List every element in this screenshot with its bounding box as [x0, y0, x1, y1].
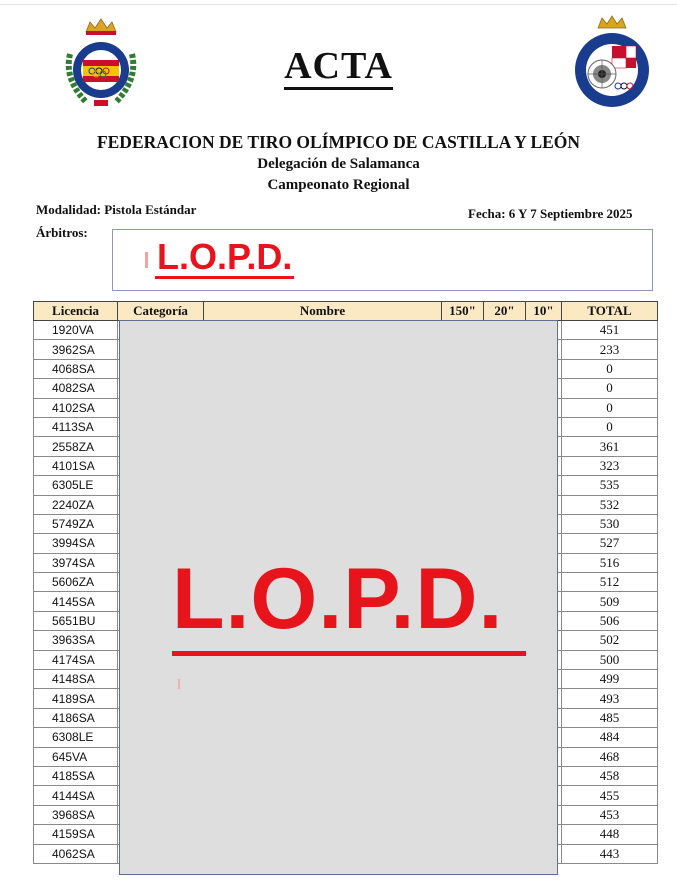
lopd-underline — [172, 651, 526, 656]
total-cell: 509 — [562, 592, 658, 611]
fecha-label: Fecha: 6 Y 7 Septiembre 2025 — [468, 206, 633, 221]
total-cell: 506 — [562, 611, 658, 630]
total-cell: 453 — [562, 805, 658, 824]
header-categoria: Categoría — [118, 302, 204, 321]
total-cell: 493 — [562, 689, 658, 708]
header-150: 150" — [442, 302, 484, 321]
total-cell: 485 — [562, 708, 658, 727]
licencia-cell: 3968SA — [34, 805, 118, 824]
total-cell: 530 — [562, 514, 658, 533]
red-mark — [178, 679, 180, 689]
header-licencia: Licencia — [34, 302, 118, 321]
total-cell: 468 — [562, 747, 658, 766]
total-cell: 443 — [562, 844, 658, 863]
licencia-cell: 2558ZA — [34, 437, 118, 456]
total-cell: 0 — [562, 398, 658, 417]
total-cell: 500 — [562, 650, 658, 669]
licencia-cell: 4113SA — [34, 417, 118, 436]
modalidad-label: Modalidad: Pistola Estándar — [36, 202, 197, 217]
document-title: ACTA — [0, 44, 677, 88]
total-cell: 233 — [562, 340, 658, 359]
header-nombre: Nombre — [204, 302, 442, 321]
licencia-cell: 645VA — [34, 747, 118, 766]
licencia-cell: 4189SA — [34, 689, 118, 708]
total-cell: 516 — [562, 553, 658, 572]
federation-name: FEDERACION DE TIRO OLÍMPICO DE CASTILLA Y LEÓN — [96, 132, 581, 152]
total-cell: 0 — [562, 359, 658, 378]
licencia-cell: 6308LE — [34, 728, 118, 747]
licencia-cell: 4186SA — [34, 708, 118, 727]
licencia-cell: 3962SA — [34, 340, 118, 359]
delegation-name: Delegación de Salamanca — [257, 156, 420, 172]
lopd-large-label: L.O.P.D. — [172, 551, 504, 647]
header-20: 20" — [484, 302, 526, 321]
total-cell: 458 — [562, 766, 658, 785]
arbitros-label: Árbitros: — [36, 225, 88, 240]
header-10: 10" — [526, 302, 562, 321]
top-border — [0, 4, 677, 5]
licencia-cell: 4148SA — [34, 670, 118, 689]
licencia-cell: 6305LE — [34, 476, 118, 495]
licencia-cell: 3963SA — [34, 631, 118, 650]
total-cell: 532 — [562, 495, 658, 514]
licencia-cell: 4144SA — [34, 786, 118, 805]
licencia-cell: 4185SA — [34, 766, 118, 785]
licencia-cell: 5651BU — [34, 611, 118, 630]
licencia-cell: 4102SA — [34, 398, 118, 417]
total-cell: 512 — [562, 573, 658, 592]
licencia-cell: 5606ZA — [34, 573, 118, 592]
total-cell: 499 — [562, 670, 658, 689]
total-cell: 361 — [562, 437, 658, 456]
total-cell: 502 — [562, 631, 658, 650]
licencia-cell: 4145SA — [34, 592, 118, 611]
header-total: TOTAL — [562, 302, 658, 321]
lopd-small-label: L.O.P.D. — [157, 236, 293, 277]
total-cell: 0 — [562, 417, 658, 436]
licencia-cell: 4159SA — [34, 825, 118, 844]
licencia-cell: 4101SA — [34, 456, 118, 475]
total-cell: 527 — [562, 534, 658, 553]
total-cell: 455 — [562, 786, 658, 805]
licencia-cell: 4068SA — [34, 359, 118, 378]
total-cell: 451 — [562, 321, 658, 340]
table-header-row — [34, 302, 658, 321]
licencia-cell: 1920VA — [34, 321, 118, 340]
licencia-cell: 4082SA — [34, 379, 118, 398]
licencia-cell: 5749ZA — [34, 514, 118, 533]
championship-name: Campeonato Regional — [267, 177, 410, 193]
licencia-cell: 4174SA — [34, 650, 118, 669]
arbitros-redacted-box — [112, 229, 653, 291]
total-cell: 323 — [562, 456, 658, 475]
total-cell: 535 — [562, 476, 658, 495]
total-cell: 448 — [562, 825, 658, 844]
red-mark — [145, 252, 148, 268]
total-cell: 0 — [562, 379, 658, 398]
licencia-cell: 3974SA — [34, 553, 118, 572]
licencia-cell: 2240ZA — [34, 495, 118, 514]
names-redacted-box — [119, 320, 558, 875]
licencia-cell: 3994SA — [34, 534, 118, 553]
total-cell: 484 — [562, 728, 658, 747]
licencia-cell: 4062SA — [34, 844, 118, 863]
